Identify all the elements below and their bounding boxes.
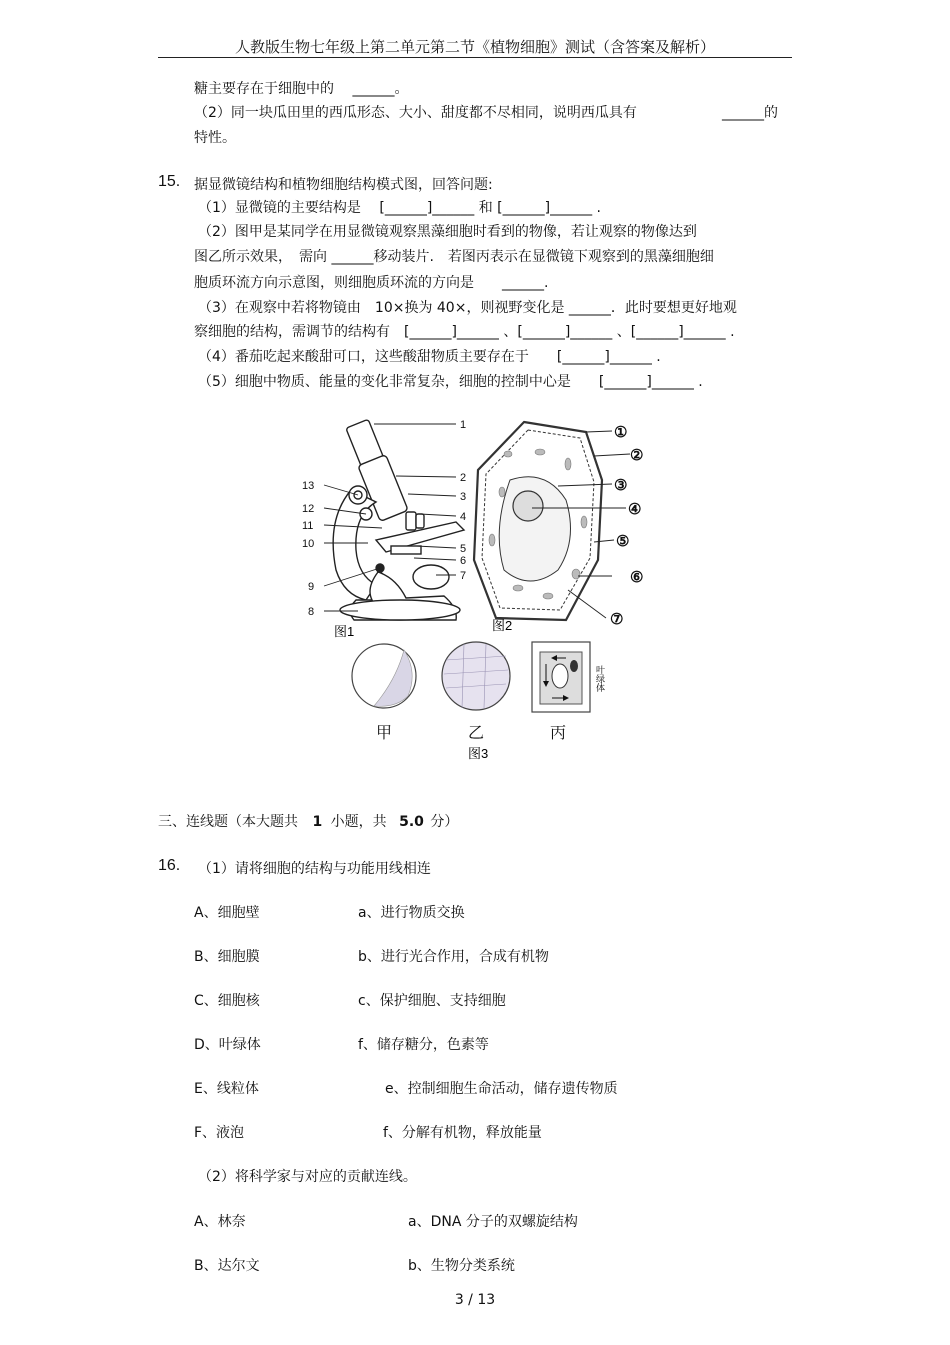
- microscope-label: 7: [460, 570, 467, 582]
- microscope-label: 10: [302, 538, 315, 550]
- fig1-caption: 图1: [334, 624, 355, 639]
- fig3-caption: 图3: [468, 746, 489, 761]
- match-right: a、DNA 分子的双螺旋结构: [408, 1214, 578, 1230]
- chloroplast-label: 叶绿体: [595, 665, 605, 692]
- match-left: C、细胞核: [194, 993, 260, 1009]
- microscope-label: 6: [460, 555, 467, 567]
- cell-label: ②: [630, 447, 644, 464]
- panel-jia: [352, 644, 416, 708]
- header-rule: [158, 57, 792, 58]
- microscope-label: 11: [302, 520, 314, 532]
- section3-prefix: 三、连线题（本大题共: [158, 814, 298, 830]
- q15-line: （3）在观察中若将物镜由 10×换为 40×，则视野变化是 ______．此时要想更好地观: [198, 300, 737, 316]
- panel-label-yi: 乙: [468, 725, 485, 742]
- microscope-drawing: [333, 419, 467, 620]
- q14-line2: （2）同一块瓜田里的西瓜形态、大小、甜度都不尽相同，说明西瓜具有: [194, 105, 637, 121]
- microscope-label: 3: [460, 491, 467, 503]
- q15-line: 图乙所示效果， 需向 ______移动装片. 若图丙表示在显微镜下观察到的黑藻细胞细: [194, 249, 714, 265]
- q15-number: 15.: [158, 173, 181, 190]
- q14-line3: 特性。: [194, 130, 236, 146]
- microscope-label: 2: [460, 472, 467, 484]
- match-right: f、储存糖分，色素等: [358, 1037, 489, 1053]
- q15-line: （1）显微镜的主要结构是 [______]______ 和 [______]______ .: [198, 200, 602, 216]
- panel-bing: [532, 642, 590, 712]
- match-right: f、分解有机物，释放能量: [383, 1125, 542, 1141]
- microscope-label: 12: [302, 503, 315, 515]
- section3-suffix: 分）: [430, 814, 459, 830]
- panel-yi: [442, 642, 510, 710]
- microscope-label: 1: [460, 419, 467, 431]
- q14-line1: 糖主要存在于细胞中的 ______。: [194, 81, 409, 97]
- q16-part2: （2）将科学家与对应的贡献连线。: [198, 1169, 417, 1185]
- q15-line: 胞质环流方向示意图，则细胞质环流的方向是 ______.: [194, 275, 549, 291]
- match-right: b、生物分类系统: [408, 1258, 515, 1274]
- match-left: D、叶绿体: [194, 1037, 261, 1053]
- q16-number: 16.: [158, 857, 181, 874]
- cell-label: ⑦: [610, 611, 624, 628]
- plant-cell-drawing: [474, 422, 630, 620]
- cell-label: ⑤: [616, 533, 630, 550]
- match-left: A、细胞壁: [194, 905, 260, 921]
- match-left: A、林奈: [194, 1214, 246, 1230]
- q15-line: （2）图甲是某同学在用显微镜观察黑藻细胞时看到的物像，若让观察的物像达到: [198, 224, 697, 240]
- microscope-label: 13: [302, 480, 315, 492]
- match-right: b、进行光合作用，合成有机物: [358, 949, 549, 965]
- fig2-caption: 图2: [492, 618, 513, 633]
- panel-label-bing: 丙: [550, 725, 567, 742]
- section3-heading: [158, 811, 458, 831]
- panel-label-jia: 甲: [376, 725, 393, 742]
- match-left: E、线粒体: [194, 1081, 259, 1097]
- match-left: B、达尔文: [194, 1258, 260, 1274]
- microscope-label: 5: [460, 543, 467, 555]
- match-right: e、控制细胞生命活动，储存遗传物质: [385, 1081, 618, 1097]
- page-number: 3 / 13: [454, 1292, 496, 1308]
- section3-count: 1: [312, 814, 323, 830]
- section3-score: 5.0: [399, 814, 424, 830]
- q14-line2-blank: ______的: [722, 105, 778, 121]
- match-right: a、进行物质交换: [358, 905, 465, 921]
- q15-stem: 据显微镜结构和植物细胞结构模式图，回答问题:: [194, 177, 493, 193]
- match-left: B、细胞膜: [194, 949, 260, 965]
- q15-line: 察细胞的结构，需调节的结构有 [______]______ 、[______]______ 、[______]______ .: [194, 324, 735, 340]
- match-left: F、液泡: [194, 1125, 245, 1141]
- q15-line: （5）细胞中物质、能量的变化非常复杂，细胞的控制中心是 [______]______ .: [198, 374, 703, 390]
- q15-line: （4）番茄吃起来酸甜可口，这些酸甜物质主要存在于 [______]______ .: [198, 349, 661, 365]
- page-header: 人教版生物七年级上第二单元第二节《植物细胞》测试（含答案及解析）: [234, 38, 715, 56]
- cell-label: ④: [628, 501, 642, 518]
- section3-mid: 小题，共: [330, 814, 387, 830]
- cell-label: ⑥: [630, 569, 644, 586]
- microscope-cell-figure: [296, 410, 676, 780]
- microscope-label: 9: [308, 581, 315, 593]
- q16-part1: （1）请将细胞的结构与功能用线相连: [198, 861, 431, 877]
- microscope-label: 4: [460, 511, 467, 523]
- panel-labels: [376, 724, 566, 742]
- microscope-label: 8: [308, 606, 315, 618]
- match-right: c、保护细胞、支持细胞: [358, 993, 506, 1009]
- cell-label: ③: [614, 477, 628, 494]
- cell-label: ①: [614, 424, 628, 441]
